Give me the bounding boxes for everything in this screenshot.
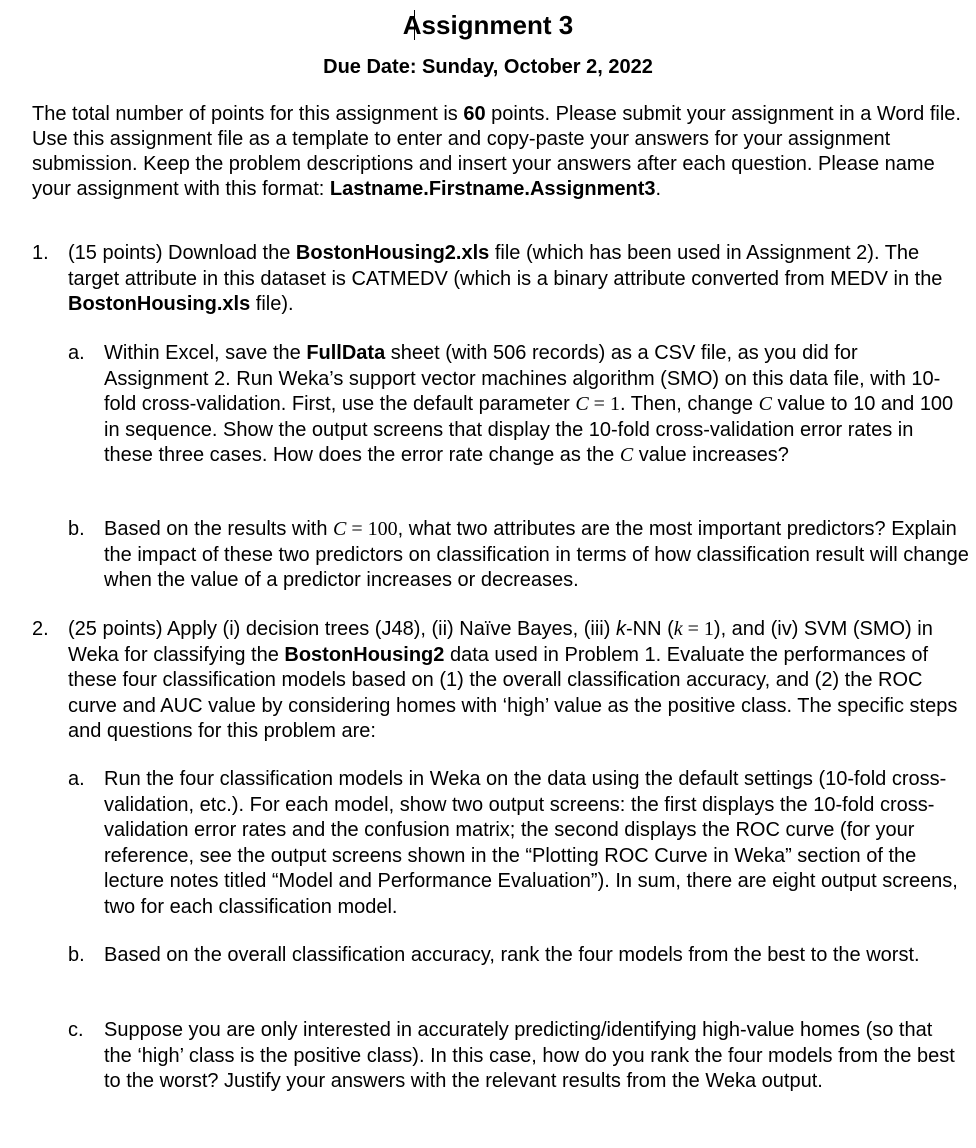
q1a-c-var: C <box>575 393 589 415</box>
question-2b-letter: b. <box>68 944 85 966</box>
q1-text-1: (15 points) Download the <box>68 242 296 264</box>
q1a-text-4: value to 10 and 100 in sequence. Show the output screens that display the 10-fold cross-validation error rates in these three cases. How does the error rate change as the <box>104 393 954 466</box>
intro-text-2: points. Please submit your assignment in a Word file. Use this assignment file as a template to enter and copy-paste your answers for your assignment submission. Keep the problem descriptions and insert your answers after each question. Please name your assignment with this format: <box>32 103 961 200</box>
q2-k-var: k <box>673 618 683 640</box>
q1a-c-var-2: C <box>758 393 772 415</box>
intro-points: 60 <box>463 103 486 125</box>
q2-text-3: ), and (iv) SVM (SMO) in Weka for classifying the <box>68 618 933 666</box>
q1b-c-eq: = 100 <box>346 518 398 540</box>
q1a-text-5: value increases? <box>633 444 789 466</box>
question-1-text <box>68 241 968 318</box>
question-1b-text <box>104 517 972 594</box>
q1-file-1: BostonHousing2.xls <box>295 242 490 264</box>
q2-k-eq: = 1 <box>682 618 714 640</box>
intro-paragraph <box>32 102 967 202</box>
question-2c-text: Suppose you are only interested in accurately predicting/identifying high-value homes (so that the ‘high’ class is the positive class). In this case, how do you rank the four models from the best to the worst? Justify your answers with the relevant results from the Weka output. <box>104 1019 955 1092</box>
q1b-text-1: Based on the results with <box>104 518 334 540</box>
q2-knn-k: k <box>615 618 626 640</box>
q1b-c-var: C <box>333 518 347 540</box>
question-1a-text <box>104 341 964 469</box>
question-1a-letter: a. <box>68 342 85 364</box>
q2-text-4: data used in Problem 1. Evaluate the performances of these four classification models based on (1) the overall classification accuracy, and (2) the ROC curve and AUC value by considering homes with ‘high’ value as the positive class. The specific steps and questions for this problem are: <box>68 643 958 742</box>
intro-text-3: . <box>655 178 662 200</box>
q2-text-2: -NN ( <box>625 618 674 640</box>
q1-text-3: file). <box>250 293 294 315</box>
question-1-number: 1. <box>32 242 49 264</box>
question-2b-text: Based on the overall classification accuracy, rank the four models from the best to the worst. <box>104 944 920 966</box>
q1a-text-3: . Then, change <box>619 393 759 415</box>
page-title: Assignment 3 <box>402 10 574 40</box>
question-2-text <box>68 617 968 745</box>
q1-text-2: file (which has been used in Assignment 2). The target attribute in this dataset is CATMEDV (which is a binary attribute converted from MEDV in the <box>68 242 943 290</box>
q1a-sheet: FullData <box>306 342 386 364</box>
intro-name-format: Lastname.Firstname.Assignment3 <box>329 178 656 200</box>
question-2a-letter: a. <box>68 768 85 790</box>
q1a-text-2: sheet (with 506 records) as a CSV file, as you did for Assignment 2. Run Weka’s support vector machines algorithm (SMO) on this data file, with 10-fold cross-validation. First, use the default parameter <box>104 342 941 415</box>
q1b-text-2: , what two attributes are the most important predictors? Explain the impact of these two predictors on classification in terms of how classification result will change when the value of a predictor increases or decreases. <box>104 518 969 591</box>
q1-file-2: BostonHousing.xls <box>68 293 251 315</box>
question-2a-text: Run the four classification models in Weka on the data using the default settings (10-fold cross-validation, etc.). For each model, show two output screens: the first displays the 10-fold cross-validation error rates and the confusion matrix; the second displays the ROC curve (for your reference, see the output screens shown in the “Plotting ROC Curve in Weka” section of the lecture notes titled “Model and Performance Evaluation”). In sum, there are eight output screens, two for each classification model. <box>104 768 958 918</box>
question-2c-letter: c. <box>68 1019 84 1041</box>
q1a-text-1: Within Excel, save the <box>104 342 307 364</box>
question-1b-letter: b. <box>68 518 85 540</box>
intro-text-1: The total number of points for this assignment is <box>32 103 464 125</box>
q2-dataset: BostonHousing2 <box>284 643 445 666</box>
q2-text-1: (25 points) Apply (i) decision trees (J48), (ii) Naïve Bayes, (iii) <box>68 618 616 640</box>
question-2-number: 2. <box>32 618 49 640</box>
due-date: Due Date: Sunday, October 2, 2022 <box>323 56 653 78</box>
q1a-c-var-3: C <box>619 444 634 466</box>
q1a-c-eq: = 1 <box>588 393 620 415</box>
